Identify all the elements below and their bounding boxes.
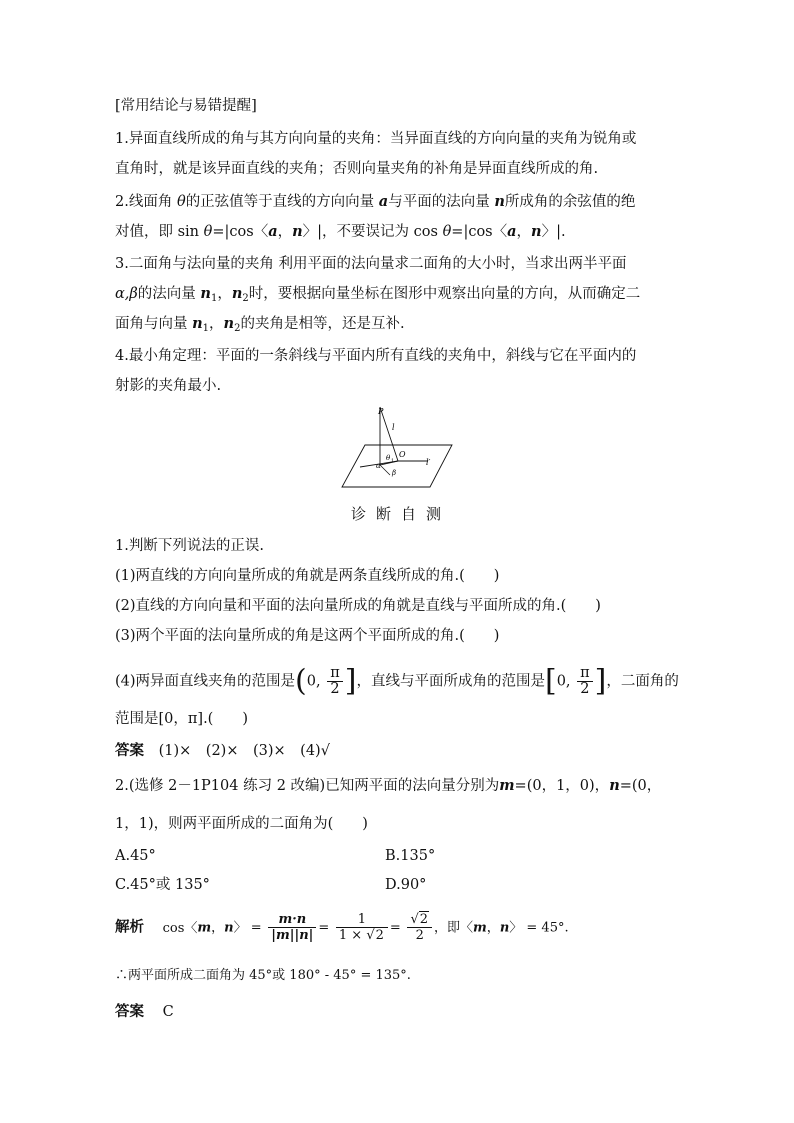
q1-statement-4 — [115, 663, 679, 699]
answer-label: 答案 — [115, 1003, 144, 1020]
tip-item4-line1: 4.最小角定理：平面的一条斜线与平面内所有直线的夹角中，斜线与它在平面内的 — [115, 348, 637, 364]
text: ，直线与平面所成角的范围是 — [356, 673, 545, 690]
q1-statement-1: (1)两直线的方向向量所成的角就是两条直线所成的角.( ) — [115, 568, 500, 584]
den-text: 1 × — [338, 928, 367, 943]
text: 与平面的法向量 — [388, 194, 490, 210]
text: =(0，1，0)， — [514, 778, 610, 794]
label-beta: β — [392, 469, 397, 477]
vector-n: n — [531, 223, 542, 240]
option-d: D.90° — [385, 877, 427, 893]
vector-a: a — [507, 223, 517, 240]
label-alpha: α — [376, 462, 381, 470]
fraction-sqrt2-over-2 — [407, 912, 432, 943]
numerator: π — [327, 666, 343, 682]
text: 对值，即 sin — [115, 224, 200, 240]
subscript: 1 — [202, 323, 210, 334]
vector-m: m — [473, 920, 487, 936]
minimum-angle-diagram — [340, 405, 455, 495]
text: 的法向量 — [137, 286, 196, 302]
theta-symbol: θ — [442, 224, 452, 240]
text: ，即〈 — [434, 920, 474, 936]
tip-item4-line2: 射影的夹角最小. — [115, 378, 222, 394]
option-b: B.135° — [385, 848, 436, 864]
tip-item3-line2 — [115, 284, 640, 309]
text: =|cos〈 — [212, 224, 269, 240]
analysis-label: 解析 — [115, 918, 144, 936]
theta-symbol: θ — [203, 224, 213, 240]
theta-symbol: θ — [176, 194, 186, 210]
q1-statement-2: (2)直线的方向向量和平面的法向量所成的角就是直线与平面所成的角.( ) — [115, 598, 601, 614]
label-theta1-sub: 1 — [391, 458, 395, 464]
text: 的正弦值等于直线的方向向量 — [185, 194, 375, 210]
text: 〉 = 45°. — [509, 920, 569, 936]
tip-item1-line1: 1.异面直线所成的角与其方向向量的夹角：当异面直线的方向向量的夹角为锐角或 — [115, 131, 637, 147]
label-l: l — [392, 423, 395, 432]
q2-answer — [115, 1002, 174, 1022]
numerator: m·n — [268, 912, 316, 928]
vector-n1: n — [192, 315, 203, 332]
q1-answer — [115, 741, 330, 761]
equals: = — [389, 920, 401, 936]
label-theta1: θ — [386, 454, 391, 462]
radicand: 2 — [419, 912, 429, 927]
text: 的夹角是相等，还是互补. — [240, 316, 405, 332]
q2-conclusion: ∴两平面所成二面角为 45°或 180° - 45° = 135°. — [115, 968, 411, 983]
text: 〉 = — [233, 920, 262, 936]
q1-statement-3: (3)两个平面的法向量所成的角是这两个平面所成的角.( ) — [115, 628, 500, 644]
fraction-1-over-sqrt2 — [336, 912, 388, 943]
subscript: 2 — [234, 323, 241, 334]
radicand: 2 — [375, 928, 384, 943]
numerator: 1 — [336, 912, 388, 928]
fraction-mn — [268, 912, 316, 943]
text: 〉|. — [541, 224, 566, 240]
text: ，二面角的 — [606, 673, 679, 690]
numerator — [407, 912, 432, 928]
section-heading: 诊断自测 — [351, 505, 452, 523]
tip-item3-line3 — [115, 314, 405, 339]
text: ， — [516, 224, 532, 240]
label-O: O — [399, 450, 406, 459]
label-l-prime: l′ — [426, 458, 431, 467]
q1-statement-4-line2: 范围是[0，π].( ) — [115, 711, 248, 727]
fraction-pi-over-2 — [577, 666, 593, 697]
denominator: 2 — [580, 681, 590, 697]
text: 所成角的余弦值的绝 — [504, 194, 636, 210]
subscript: 2 — [242, 293, 249, 304]
angle-beta-line — [380, 465, 390, 475]
vector-n: n — [499, 920, 510, 936]
subscript: 1 — [210, 293, 218, 304]
numerator: π — [577, 666, 593, 682]
denominator: |m||n| — [271, 928, 314, 943]
open-bracket: [ — [544, 663, 557, 699]
tip-item2-line2 — [115, 222, 566, 242]
text: ， — [217, 286, 232, 302]
q2-line1 — [115, 776, 661, 796]
open-paren: ( — [295, 663, 307, 699]
text: 时，要根据向量坐标在图形中观察出向量的方向，从而确定二 — [248, 286, 641, 302]
text: (4)两异面直线夹角的范围是 — [115, 673, 296, 690]
tip-title: [常用结论与易错提醒] — [115, 98, 257, 114]
close-bracket: ] — [344, 663, 357, 699]
vector-n: n — [494, 193, 505, 210]
text: 面角与向量 — [115, 316, 188, 332]
text: 2.线面角 — [115, 194, 173, 210]
q2-analysis — [115, 912, 569, 943]
q2-line2: 1，1)，则两平面所成的二面角为( ) — [115, 816, 368, 832]
vector-a: a — [268, 223, 278, 240]
vector-n: n — [292, 223, 303, 240]
alpha-beta: α,β — [115, 286, 138, 302]
answer-text: C — [162, 1004, 174, 1020]
text: cos〈 — [162, 920, 198, 936]
tip-item3-line1: 3.二面角与法向量的夹角 利用平面的法向量求二面角的大小时，当求出两半平面 — [115, 256, 627, 272]
option-c: C.45°或 135° — [115, 877, 210, 893]
denominator — [336, 928, 388, 943]
vector-a: a — [378, 193, 389, 210]
tip-item1-line2: 直角时，就是该异面直线的夹角；否则向量夹角的补角是异面直线所成的角. — [115, 161, 599, 177]
label-P: P — [378, 407, 384, 416]
sqrt-sign: √ — [410, 912, 419, 927]
text: ， — [277, 224, 293, 240]
fraction-pi-over-2 — [327, 666, 343, 697]
sqrt-sign: √ — [366, 928, 375, 943]
answer-label: 答案 — [115, 742, 144, 759]
text: =|cos〈 — [451, 224, 508, 240]
text: =(0， — [619, 778, 662, 794]
plane-shape — [342, 445, 452, 487]
vector-n2: n — [231, 285, 243, 302]
text: ， — [486, 920, 500, 936]
equals: = — [318, 920, 330, 936]
text: 0, — [306, 673, 321, 690]
denominator: 2 — [415, 928, 424, 943]
vector-n: n — [609, 777, 620, 794]
vector-m: m — [197, 920, 212, 936]
tip-item2-line1 — [115, 192, 635, 212]
text: ， — [211, 920, 225, 936]
answer-text: (1)× (2)× (3)× (4)√ — [158, 743, 330, 759]
q1-stem: 1.判断下列说法的正误. — [115, 538, 264, 554]
vector-m: m — [499, 777, 515, 794]
vector-n1: n — [200, 285, 211, 302]
option-a: A.45° — [115, 848, 156, 864]
text: 0, — [556, 673, 571, 690]
denominator: 2 — [330, 681, 340, 697]
vector-n2: n — [223, 315, 235, 332]
close-bracket: ] — [594, 663, 607, 699]
text: 〉|，不要误记为 cos — [302, 224, 438, 240]
text: 2.(选修 2－1P104 练习 2 改编)已知两平面的法向量分别为 — [115, 778, 500, 794]
text: ， — [209, 316, 224, 332]
vector-n: n — [224, 920, 234, 936]
